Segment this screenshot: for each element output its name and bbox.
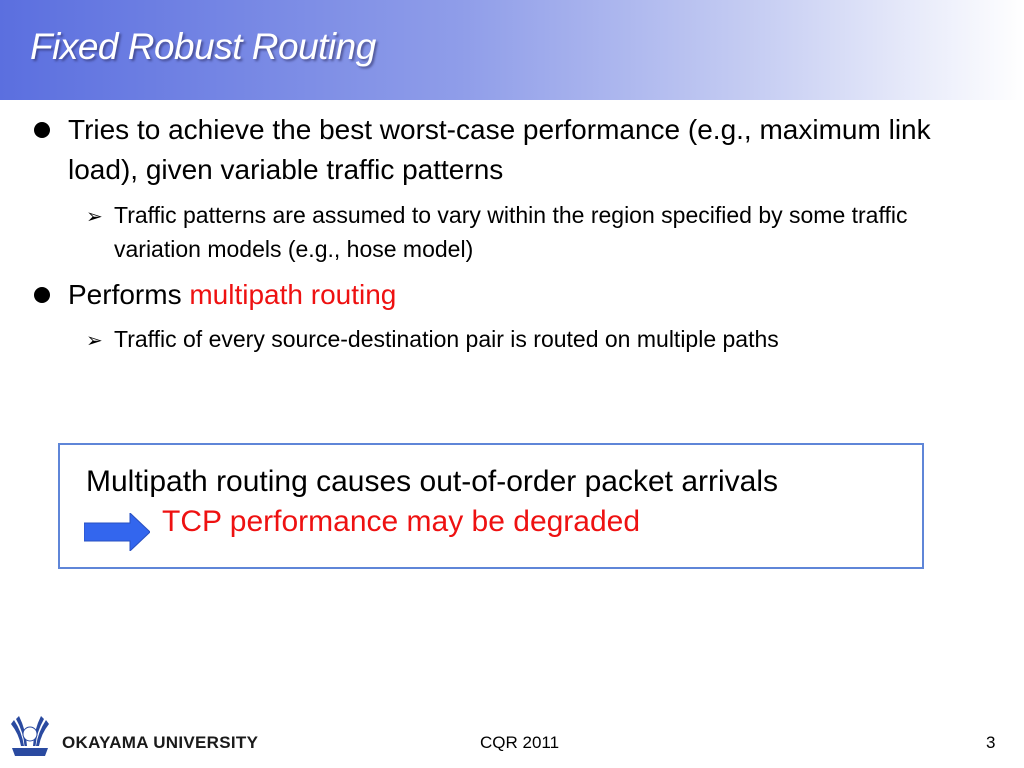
bullet-1-text: Tries to achieve the best worst-case performance (e.g., maximum link load), given variable traffic patterns (68, 114, 931, 185)
bullet-2-highlight: multipath routing (189, 279, 397, 310)
bullet-2 (68, 275, 968, 315)
sub-bullet-2-text: Traffic of every source-destination pair is routed on multiple paths (114, 326, 779, 352)
slide-title: Fixed Robust Routing (30, 26, 376, 67)
arrowhead-bullet-icon: ➢ (86, 204, 103, 228)
bullet-1 (68, 110, 968, 190)
callout-line-1: Multipath routing causes out-of-order packet arrivals (86, 465, 778, 498)
bullet-2-text: Performs (68, 279, 190, 310)
bullet-dot-icon (34, 287, 50, 303)
arrowhead-bullet-icon: ➢ (86, 328, 103, 352)
callout-line-2: TCP performance may be degraded (162, 505, 641, 538)
bullet-dot-icon (34, 122, 50, 138)
page-number: 3 (986, 733, 996, 752)
university-name: OKAYAMA UNIVERSITY (62, 733, 259, 752)
sub-bullet-2 (86, 322, 994, 356)
university-logo-icon (8, 712, 52, 762)
right-arrow-icon (84, 513, 150, 551)
sub-bullet-1-text: Traffic patterns are assumed to vary within the region specified by some traffic variation models (e.g., hose model) (114, 202, 908, 262)
callout-box (58, 443, 924, 569)
sub-bullet-1 (86, 198, 974, 266)
conference-label: CQR 2011 (480, 733, 560, 752)
